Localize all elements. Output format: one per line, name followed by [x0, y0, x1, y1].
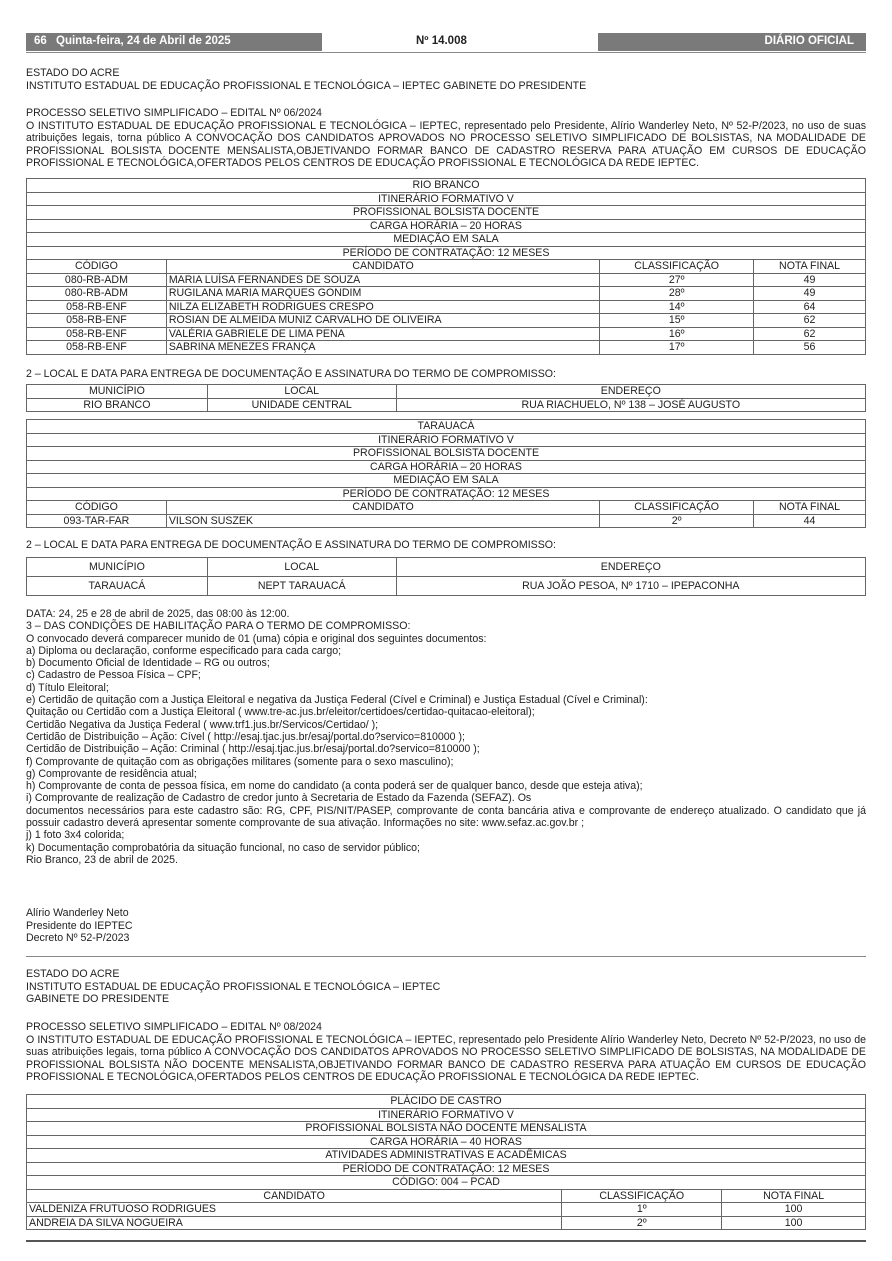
header-date: Quinta-feira, 24 de Abril de 2025 [56, 35, 231, 47]
table-row [27, 287, 866, 301]
address-cell: RUA RIACHUELO, Nº 138 – JOSÉ AUGUSTO [396, 398, 865, 412]
edital-intro: O INSTITUTO ESTADUAL DE EDUCAÇÃO PROFISSIONAL E TECNOLÓGICA – IEPTEC, representado pelo Presidente, Alírio Wanderley Neto, Nº 52-P/2023, no uso de suas atribuições legais, torna público A CONVOCAÇÃO DOS CANDIDATOS APROVADOS NO PROCESSO SELETIVO SIMPLIFICADO DE BOLSISTAS, NA MODALIDADE DE PROFISSIONAL BOLSISTA DOCENTE MENSALISTA,OBJETIVANDO FORMAR BANCO DE CADASTRO RESERVA PARA ATUAÇÃO EM CURSOS DE EDUCAÇÃO PROFISSIONAL E TECNOLÓGICA,OFERTADOS PELOS CENTROS DE EDUCAÇÃO PROFISSIONAL E TECNOLÓGICA DA REDE IEPTEC. [26, 119, 866, 169]
column-header: ENDEREÇO [396, 558, 865, 577]
section2-header [26, 968, 866, 1006]
candidate-cell: SABRINA MENEZES FRANÇA [166, 341, 599, 355]
code-cell: 058-RB-ENF [27, 327, 167, 341]
column-header: NOTA FINAL [722, 1189, 866, 1203]
score-cell: 49 [754, 273, 866, 287]
signature-block [26, 907, 866, 945]
table-title: RIO BRANCO [27, 179, 866, 193]
body-line: Certidão Negativa da Justiça Federal ( www.trf1.jus.br/Servicos/Certidao/ ); [26, 718, 379, 731]
score-cell: 56 [754, 341, 866, 355]
local-cell: NEPT TARAUACÁ [207, 577, 396, 596]
table-row [27, 1216, 866, 1230]
column-header: NOTA FINAL [754, 260, 866, 274]
score-cell: 62 [754, 314, 866, 328]
body-line: c) Cadastro de Pessoa Física – CPF; [26, 669, 201, 682]
municipio-cell: TARAUACÁ [27, 577, 208, 596]
local-heading: 2 – LOCAL E DATA PARA ENTREGA DE DOCUMENTAÇÃO E ASSINATURA DO TERMO DE COMPROMISSO: [26, 539, 556, 551]
results-table-rio-branco [26, 178, 866, 355]
column-header: CLASSIFICAÇÃO [600, 501, 754, 515]
table-row [27, 398, 866, 412]
rank-cell: 27º [600, 273, 754, 287]
rank-cell: 28º [600, 287, 754, 301]
body-line: Certidão de Distribuição – Ação: Cível ( http://esaj.tjac.jus.br/esaj/portal.do?servico=810000 ); [26, 730, 465, 743]
rank-cell: 2º [600, 514, 754, 528]
table-row [27, 300, 866, 314]
body-line: Rio Branco, 23 de abril de 2025. [26, 853, 178, 866]
body-line: a) Diploma ou declaração, conforme especificado para cada cargo; [26, 644, 342, 657]
body-line: d) Título Eleitoral; [26, 681, 109, 694]
body-line: b) Documento Oficial de Identidade – RG ou outros; [26, 657, 270, 670]
candidate-cell: VILSON SUSZEK [166, 514, 599, 528]
table-title: PERÍODO DE CONTRATAÇÃO: 12 MESES [27, 246, 866, 260]
column-header: CLASSIFICAÇÃO [562, 1189, 722, 1203]
table-row [27, 327, 866, 341]
rank-cell: 17º [600, 341, 754, 355]
results-table-placido [26, 1094, 866, 1230]
body-line: e) Certidão de quitação com a Justiça Eleitoral e negativa da Justiça Federal (Cível e Criminal) e Justiça Estadual (Cível e Criminal): [26, 694, 648, 707]
column-header: MUNICÍPIO [27, 385, 208, 399]
table-title: CÓDIGO: 004 – PCAD [27, 1176, 866, 1190]
candidate-cell: VALDENIZA FRUTUOSO RODRIGUES [27, 1203, 562, 1217]
table-title: CARGA HORÁRIA – 20 HORAS [27, 219, 866, 233]
local-table-rio-branco [26, 384, 866, 412]
score-cell: 64 [754, 300, 866, 314]
address-cell: RUA JOÃO PESOA, Nº 1710 – IPEPACONHA [396, 577, 865, 596]
code-cell: 058-RB-ENF [27, 300, 167, 314]
org-state: ESTADO DO ACRE [26, 67, 120, 79]
body-line: k) Documentação comprobatória da situação funcional, no caso de servidor público; [26, 841, 420, 854]
local-cell: UNIDADE CENTRAL [207, 398, 396, 412]
rank-cell: 15º [600, 314, 754, 328]
code-cell: 080-RB-ADM [27, 287, 167, 301]
column-header: LOCAL [207, 385, 396, 399]
table-title: PROFISSIONAL BOLSISTA DOCENTE [27, 447, 866, 461]
body-paragraph: documentos necessários para este cadastro são: RG, CPF, PIS/NIT/PASEP, comprovante de conta bancária ativa e comprovante de endereço atualizado. O candidato que já possuir cadastro deverá apresentar somente comprovante de sua ativação. Informações no site: www.sefaz.ac.gov.br ; [26, 804, 866, 830]
code-cell: 093-TAR-FAR [27, 514, 167, 528]
publication-name: DIÁRIO OFICIAL [764, 35, 854, 47]
table-title: ATIVIDADES ADMINISTRATIVAS E ACADÊMICAS [27, 1149, 866, 1163]
column-header: LOCAL [207, 558, 396, 577]
municipio-cell: RIO BRANCO [27, 398, 208, 412]
table-title: ITINERÁRIO FORMATIVO V [27, 1108, 866, 1122]
score-cell: 100 [722, 1203, 866, 1217]
results-table-tarauaca [26, 419, 866, 528]
issue-number: Nº 14.008 [416, 35, 467, 47]
code-cell: 058-RB-ENF [27, 341, 167, 355]
table-row [27, 1203, 866, 1217]
code-cell: 058-RB-ENF [27, 314, 167, 328]
code-cell: 080-RB-ADM [27, 273, 167, 287]
body-line: j) 1 foto 3x4 colorida; [26, 829, 125, 842]
candidate-cell: MARIA LUÍSA FERNANDES DE SOUZA [166, 273, 599, 287]
rank-cell: 16º [600, 327, 754, 341]
rank-cell: 2º [562, 1216, 722, 1230]
score-cell: 49 [754, 287, 866, 301]
column-header: CÓDIGO [27, 260, 167, 274]
score-cell: 100 [722, 1216, 866, 1230]
body-line: Certidão de Distribuição – Ação: Criminal ( http://esaj.tjac.jus.br/esaj/portal.do?servico=810000 ); [26, 743, 480, 756]
table-row [27, 341, 866, 355]
page-header [26, 33, 866, 51]
table-title: PERÍODO DE CONTRATAÇÃO: 12 MESES [27, 487, 866, 501]
table-row [27, 514, 866, 528]
body-line: DATA: 24, 25 e 28 de abril de 2025, das 08:00 às 12:00. [26, 608, 290, 620]
candidate-cell: VALÉRIA GABRIELE DE LIMA PENA [166, 327, 599, 341]
table-row [27, 577, 866, 596]
table-title: ITINERÁRIO FORMATIVO V [27, 192, 866, 206]
table-title: TARAUACÁ [27, 420, 866, 434]
table-title: CARGA HORÁRIA – 40 HORAS [27, 1135, 866, 1149]
body-line: Quitação ou Certidão com a Justiça Eleitoral ( www.tre-ac.jus.br/eleitor/certidoes/certidao-quitacao-eleitoral); [26, 706, 535, 719]
local-heading: 2 – LOCAL E DATA PARA ENTREGA DE DOCUMENTAÇÃO E ASSINATURA DO TERMO DE COMPROMISSO: [26, 368, 556, 380]
table-title: ITINERÁRIO FORMATIVO V [27, 433, 866, 447]
org-institute: INSTITUTO ESTADUAL DE EDUCAÇÃO PROFISSIONAL E TECNOLÓGICA – IEPTEC GABINETE DO PRESIDENTE [26, 79, 587, 92]
column-header: NOTA FINAL [754, 501, 866, 515]
local-table-tarauaca [26, 557, 866, 596]
score-cell: 44 [754, 514, 866, 528]
org-state: ESTADO DO ACRE [26, 968, 120, 980]
page-number: 66 [34, 35, 47, 47]
org-cabinet: GABINETE DO PRESIDENTE [26, 993, 170, 1005]
body-line: g) Comprovante de residência atual; [26, 767, 197, 780]
section-divider [26, 956, 866, 957]
candidate-cell: ROSIAN DE ALMEIDA MUNIZ CARVALHO DE OLIVEIRA [166, 314, 599, 328]
table-title: MEDIAÇÃO EM SALA [27, 233, 866, 247]
rank-cell: 1º [562, 1203, 722, 1217]
edital-title: PROCESSO SELETIVO SIMPLIFICADO – EDITAL Nº 08/2024 [26, 1021, 322, 1033]
table-title: PROFISSIONAL BOLSISTA DOCENTE [27, 206, 866, 220]
body-line: 3 – DAS CONDIÇÕES DE HABILITAÇÃO PARA O TERMO DE COMPROMISSO: [26, 620, 411, 633]
table-row [27, 273, 866, 287]
column-header: ENDEREÇO [396, 385, 865, 399]
section2-intro [26, 1021, 866, 1084]
column-header: CANDIDATO [166, 260, 599, 274]
signer-role: Presidente do IEPTEC [26, 919, 133, 932]
score-cell: 62 [754, 327, 866, 341]
candidate-cell: RUGILANA MARIA MARQUES GONDIM [166, 287, 599, 301]
table-title: PROFISSIONAL BOLSISTA NÃO DOCENTE MENSALISTA [27, 1122, 866, 1136]
footer-rule [26, 1240, 866, 1242]
column-header: CANDIDATO [166, 501, 599, 515]
column-header: CANDIDATO [27, 1189, 562, 1203]
org-institute: INSTITUTO ESTADUAL DE EDUCAÇÃO PROFISSIONAL E TECNOLÓGICA – IEPTEC [26, 980, 441, 993]
section1-intro [26, 107, 866, 170]
table-title: PLÁCIDO DE CASTRO [27, 1095, 866, 1109]
edital-title: PROCESSO SELETIVO SIMPLIFICADO – EDITAL Nº 06/2024 [26, 107, 322, 119]
header-rule [26, 52, 866, 53]
section1-header [26, 67, 866, 92]
signer-name: Alírio Wanderley Neto [26, 907, 129, 919]
body-line: O convocado deverá comparecer munido de 01 (uma) cópia e original dos seguintes documentos: [26, 632, 487, 645]
table-title: PERÍODO DE CONTRATAÇÃO: 12 MESES [27, 1162, 866, 1176]
body-line: h) Comprovante de conta de pessoa física, em nome do candidato (a conta poderá ser de qualquer banco, desde que esteja ativa); [26, 780, 643, 793]
edital-intro: O INSTITUTO ESTADUAL DE EDUCAÇÃO PROFISSIONAL E TECNOLÓGICA – IEPTEC, representado pelo Presidente Alírio Wanderley Neto, Decreto Nº 52-P/2023, no uso de suas atribuições legais, torna público A CONVOCAÇÃO DOS CANDIDATOS APROVADOS NO PROCESSO SELETIVO SIMPLIFICADO DE BOLSISTAS, NA MODALIDADE DE PROFISSIONAL BOLSISTA NÃO DOCENTE MENSALISTA,OBJETIVANDO FORMAR BANCO DE CADASTRO RESERVA PARA ATUAÇÃO EM CURSOS DE EDUCAÇÃO PROFISSIONAL E TECNOLÓGICA,OFERTADOS PELOS CENTROS DE EDUCAÇÃO PROFISSIONAL E TECNOLÓGICA DA REDE IEPTEC. [26, 1033, 866, 1083]
body-line: f) Comprovante de quitação com as obrigações militares (somente para o sexo masculino); [26, 755, 454, 768]
candidate-cell: NILZA ELIZABETH RODRIGUES CRESPO [166, 300, 599, 314]
column-header: CLASSIFICAÇÃO [600, 260, 754, 274]
column-header: CÓDIGO [27, 501, 167, 515]
body-line: i) Comprovante de realização de Cadastro de credor junto à Secretaria de Estado da Fazenda (SEFAZ). Os [26, 792, 532, 805]
rank-cell: 14º [600, 300, 754, 314]
signer-decree: Decreto Nº 52-P/2023 [26, 932, 130, 944]
candidate-cell: ANDREIA DA SILVA NOGUEIRA [27, 1216, 562, 1230]
table-title: MEDIAÇÃO EM SALA [27, 474, 866, 488]
table-row [27, 314, 866, 328]
habilitation-body [26, 608, 866, 866]
table-title: CARGA HORÁRIA – 20 HORAS [27, 460, 866, 474]
column-header: MUNICÍPIO [27, 558, 208, 577]
